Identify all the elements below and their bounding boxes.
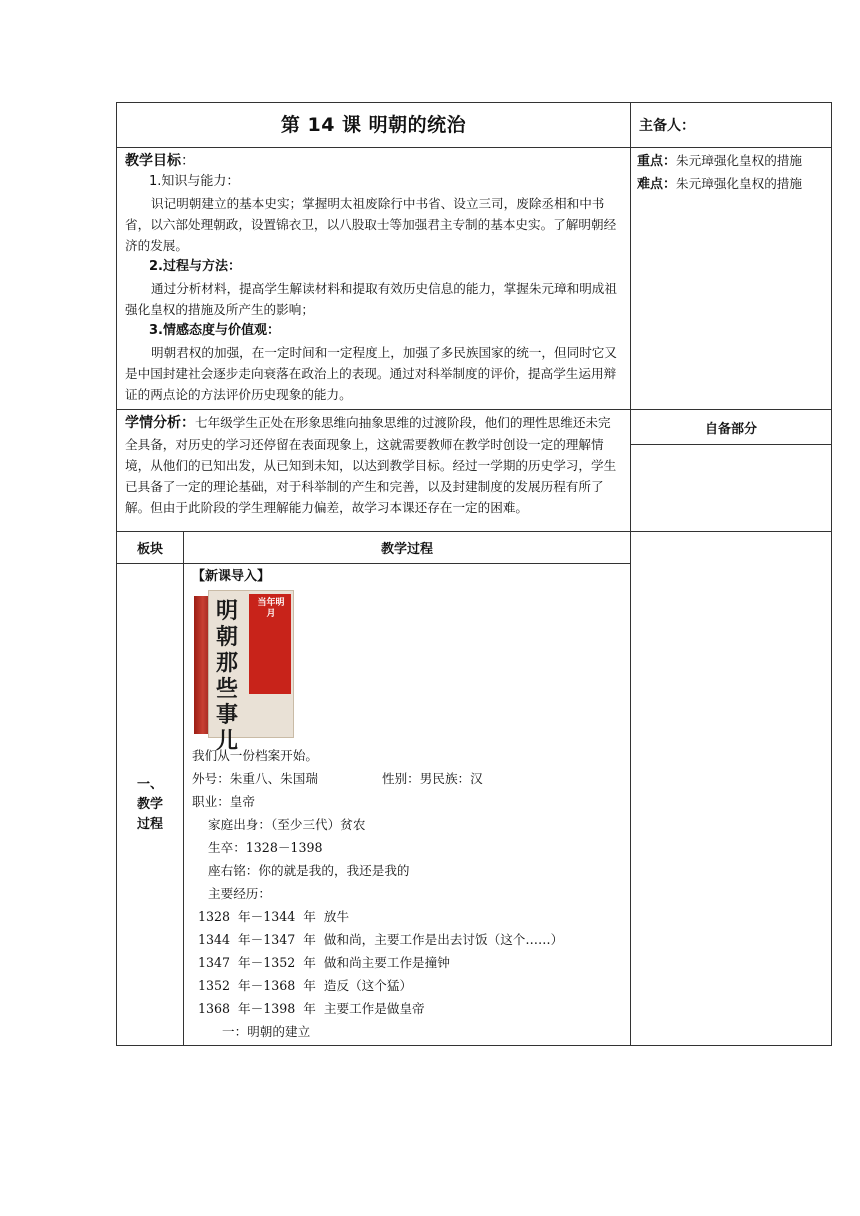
subsection-heading: 一：明朝的建立 [222,1024,311,1039]
timeline-item: 1368 年－1398 年 主要工作是做皇帝 [198,1001,425,1016]
section-label-cell [117,564,184,1046]
key-point-text: 朱元璋强化皇权的措施 [676,153,802,168]
motto-line: 座右铭：你的就是我的，我还是我的 [208,863,410,878]
key-point [637,150,825,173]
process-text: 通过分析材料，提高学生解读材料和提取有效历史信息的能力，掌握朱元璋和明成祖强化皇权的措施及所产生的影响； [125,281,617,317]
timeline-item: 1352 年－1368 年 造反（这个猛） [198,978,413,993]
process-column-header [184,532,631,564]
section-label-line3: 过程 [136,816,163,832]
column-header-row [117,532,832,564]
analysis-text: 七年级学生正处在形象思维向抽象思维的过渡阶段，他们的理性思维还未完全具备，对历史的学习还停留在表面现象上，这就需要教师在教学时创设一定的理解情境，从他们的已知出发，从已知到未知，以达到教学目标。经过一学期的历史学习，学生已具备了一定的理论基础，对于科举制的产生和完善，以及封建制度的发展历程有所了解。但由于此阶段的学生理解能力偏差，故学习本课还存在一定的困难。 [125,415,617,515]
archive-intro-line: 我们从一份档案开始。 [192,748,318,763]
objectives-cell [117,148,631,410]
key-points-cell [631,148,832,410]
values-label: 3.情感态度与价值观： [149,323,280,338]
preparer-cell [631,103,832,148]
experience-heading-line: 主要经历： [208,886,271,901]
values-text: 明朝君权的加强，在一定时间和一定程度上，加强了多民族国家的统一，但同时它又是中国封建社会逐步走向衰落在政治上的表现。通过对科举制度的评价，提高学生运用辩证的两点论的方法评价历史现象的能力。 [125,345,617,402]
timeline-item: 1347 年－1352 年 做和尚主要工作是撞钟 [198,955,450,970]
book-title-calligraphy: 明朝那些事儿 [216,598,239,754]
title-row [117,103,832,148]
block-column-label: 板块 [136,542,163,557]
self-prep-header [631,410,832,445]
timeline-item: 1328 年－1344 年 放牛 [198,909,350,924]
difficult-point-text: 朱元璋强化皇权的措施 [676,176,802,191]
self-prep-process-cell [631,532,832,1046]
section-label-line2: 教学 [136,796,163,812]
timeline-item: 1344 年－1347 年 做和尚，主要工作是出去讨饭（这个……） [198,932,564,947]
difficult-point [637,173,825,196]
block-column-header [117,532,184,564]
lifespan-line: 生卒：1328－1398 [208,840,323,855]
preparer-label: 主备人： [639,118,696,134]
intro-label: 【新课导入】 [192,569,271,584]
objectives-heading [125,151,622,171]
objectives-heading-text: 教学目标 [125,153,181,169]
analysis-label: 学情分析： [125,415,195,431]
objectives-heading-suffix: ： [181,153,195,169]
analysis-row-1 [117,410,832,445]
key-point-label: 重点： [637,154,677,169]
process-content-cell [184,564,631,1046]
analysis-cell [117,410,631,532]
difficult-point-label: 难点： [637,177,677,192]
occupation-line: 职业：皇帝 [192,794,255,809]
book-cover-image [194,590,294,754]
knowledge-label: 1.知识与能力： [149,174,240,189]
objectives-row [117,148,832,410]
book-band-text: 当年明月 [257,598,285,619]
title-cell [117,103,631,148]
process-column-label: 教学过程 [381,542,434,557]
analysis-paragraph [125,412,622,518]
self-prep-label: 自备部分 [705,421,758,437]
family-line: 家庭出身：（至少三代）贫农 [208,817,366,832]
lesson-title: 第 14 课 明朝的统治 [280,114,467,136]
nickname-line: 外号：朱重八、朱国瑞 性别：男民族：汉 [192,771,483,786]
process-label: 2.过程与方法： [149,259,241,274]
self-prep-blank-cell [631,445,832,532]
section-label-line1: 一、 [136,776,163,792]
knowledge-text: 识记明朝建立的基本史实；掌握明太祖废除行中书省、设立三司，废除丞相和中书省，以六部处理朝政，设置锦衣卫，以八股取士等加强君主专制的基本史实。了解明朝经济的发展。 [125,196,617,253]
lesson-plan-table [116,102,832,1046]
